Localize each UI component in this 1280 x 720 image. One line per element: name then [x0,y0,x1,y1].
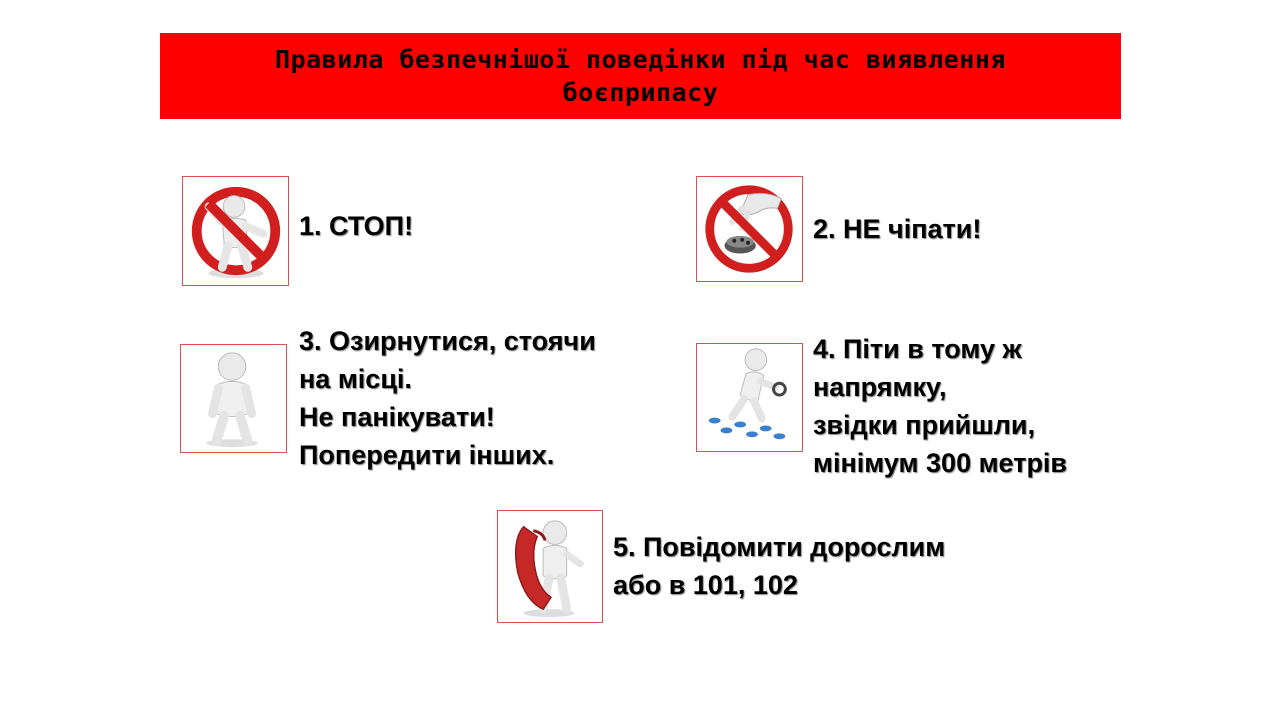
page-title [160,33,1121,119]
phone-person-icon [497,510,603,623]
title-line-1: Правила безпечнішої поведінки під час виявлення [275,45,1006,74]
footprints-person-icon [696,343,803,452]
rule-2-line-1: 2. НЕ чіпати! [813,214,982,244]
rule-5-line-2: або в 101, 102 [613,570,798,600]
rule-4-text [813,330,1067,482]
rule-3-text [299,322,596,474]
rule-4-line-1: 4. Піти в тому ж [813,334,1022,364]
rule-4-line-3: звідки прийшли, [813,410,1036,440]
rule-3-line-3: Не панікувати! [299,402,495,432]
title-line-2: боєприпасу [562,78,719,107]
rule-5-line-1: 5. Повідомити дорослим [613,532,946,562]
stop-person-prohibited-icon [182,176,289,286]
standing-person-icon [180,344,287,453]
no-touch-hand-prohibited-icon [696,176,803,282]
rule-4-line-2: напрямку, [813,372,947,402]
rule-4-line-4: мінімум 300 метрів [813,448,1068,478]
rule-2-text [813,210,981,248]
rule-5-text [613,528,945,604]
rule-3-line-1: 3. Озирнутися, стоячи [299,326,596,356]
rule-1-text [299,207,413,245]
rule-1-line-1: 1. СТОП! [299,211,414,241]
rule-3-line-2: на місці. [299,364,412,394]
rule-3-line-4: Попередити інших. [299,440,555,470]
